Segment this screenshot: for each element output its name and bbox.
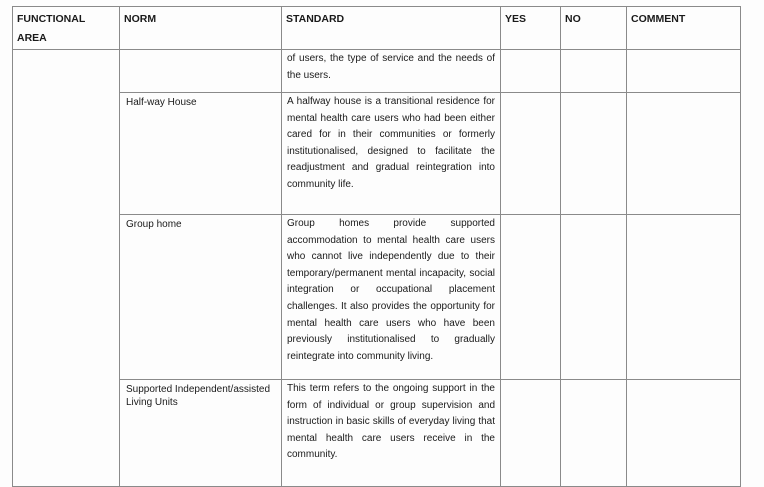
yes-checkbox-cell[interactable] [501, 50, 561, 93]
norm-cell [120, 50, 282, 93]
standard-cell: Group homes provide supported accommodation to mental health care users who cannot live independently due to their temporary/permanent mental incapacity, social integration or occupational placement challenges. It also provides the opportunity for mental health care users who have been previously institutionalised to gradually reintegrate into community living. [282, 215, 501, 380]
functional-area-cell [13, 50, 120, 487]
header-no: NO [561, 7, 627, 50]
standard-cell: This term refers to the ongoing support in the form of individual or group supervision and instruction in basic skills of everyday living that mental health care users receive in the community. [282, 380, 501, 487]
no-checkbox-cell[interactable] [561, 50, 627, 93]
comment-cell[interactable] [627, 215, 741, 380]
comment-cell[interactable] [627, 50, 741, 93]
standard-cell: A halfway house is a transitional residence for mental health care users who had been either cared for in their communities or formerly institutionalised, designed to facilitate the readjustment and gradual reintegration into community life. [282, 93, 501, 215]
header-functional-area: FUNCTIONAL AREA [13, 7, 120, 50]
no-checkbox-cell[interactable] [561, 380, 627, 487]
yes-checkbox-cell[interactable] [501, 380, 561, 487]
header-standard: STANDARD [282, 7, 501, 50]
norm-cell: Group home [120, 215, 282, 380]
no-checkbox-cell[interactable] [561, 93, 627, 215]
no-checkbox-cell[interactable] [561, 215, 627, 380]
table-row [13, 380, 741, 487]
header-comment: COMMENT [627, 7, 741, 50]
comment-cell[interactable] [627, 380, 741, 487]
comment-cell[interactable] [627, 93, 741, 215]
table-header-row [13, 7, 741, 50]
norms-standards-table [12, 6, 741, 487]
standard-cell: of users, the type of service and the needs of the users. [282, 50, 501, 93]
table-row [13, 93, 741, 215]
yes-checkbox-cell[interactable] [501, 215, 561, 380]
table-row [13, 50, 741, 93]
header-norm: NORM [120, 7, 282, 50]
header-yes: YES [501, 7, 561, 50]
yes-checkbox-cell[interactable] [501, 93, 561, 215]
norm-cell: Half-way House [120, 93, 282, 215]
table-row [13, 215, 741, 380]
norm-cell: Supported Independent/assisted Living Units [120, 380, 282, 487]
